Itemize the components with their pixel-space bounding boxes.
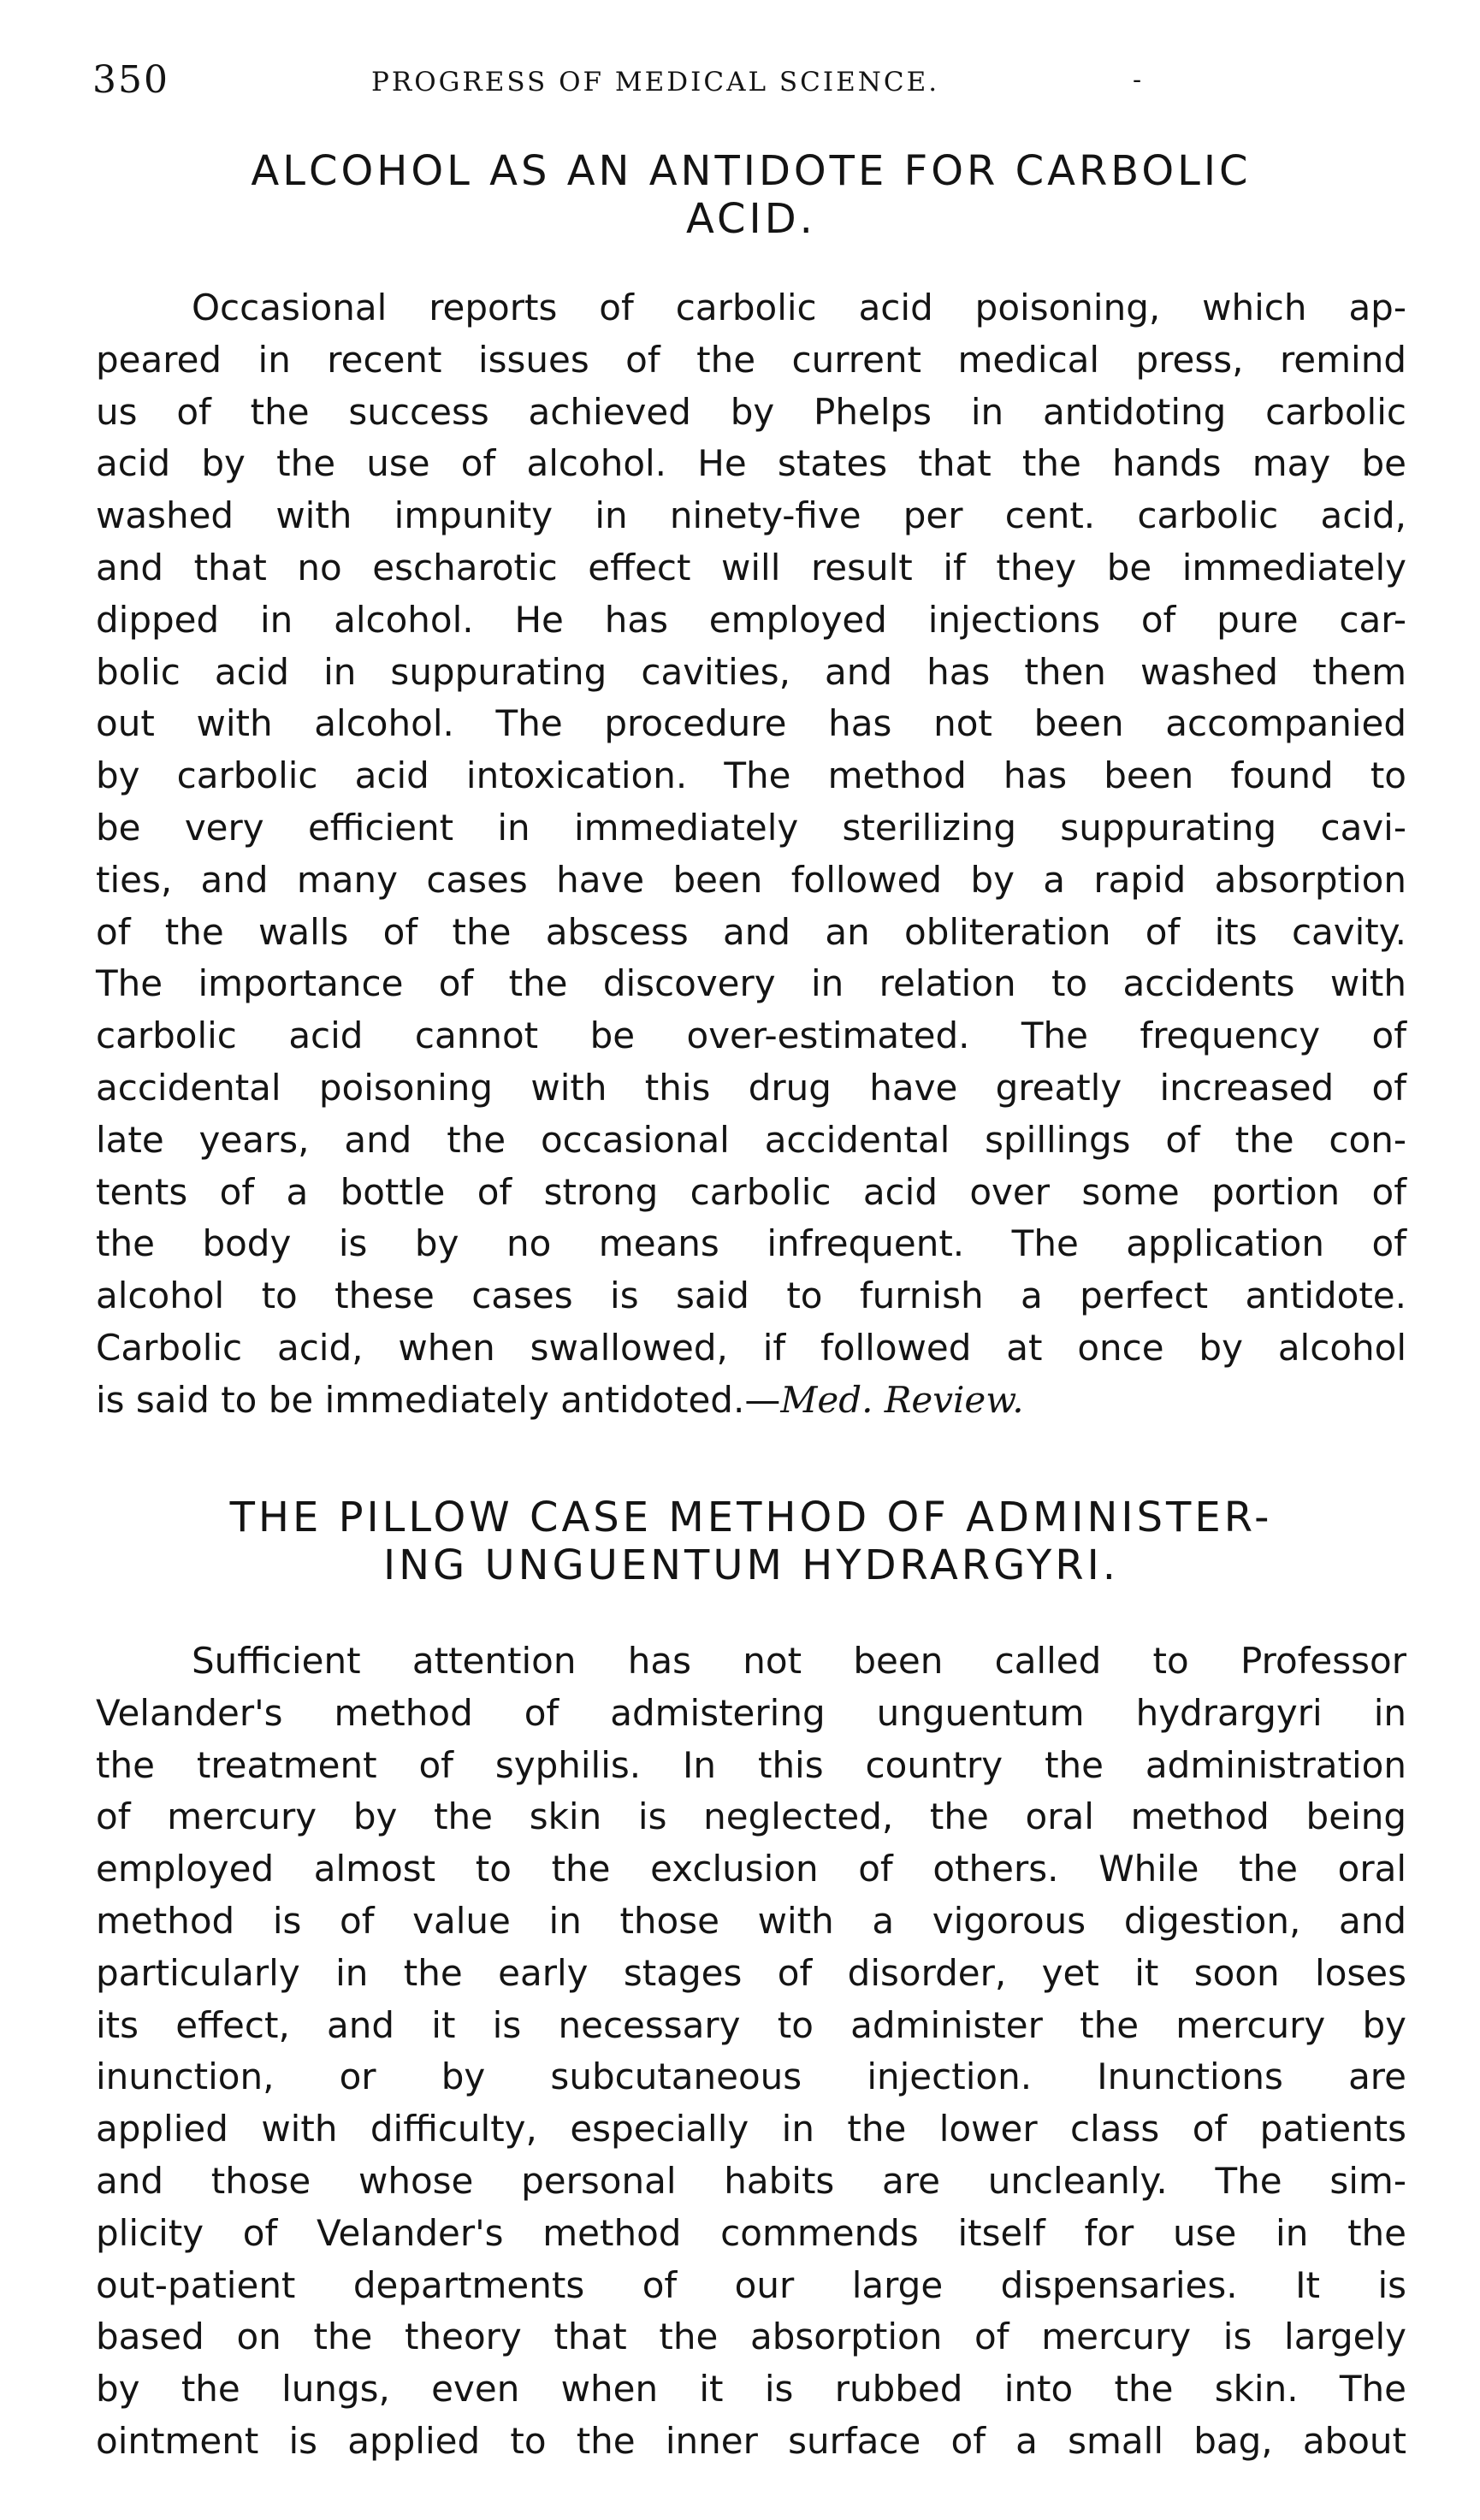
article-1-last-line (96, 1375, 1406, 1427)
article-2-title-line-1: THE PILLOW CASE METHOD OF ADMINISTER- (229, 1494, 1273, 1541)
article-1-line: carbolic acid cannot be over-estimated. The frequency of (96, 1015, 1406, 1057)
article-1-line: ties, and many cases have been followed by a rapid absorption (96, 858, 1406, 901)
article-1-line: Occasional reports of carbolic acid poisoning, which ap- (192, 287, 1406, 328)
article-2-title-line-2: ING UNGUENTUM HYDRARGYRI. (382, 1541, 1120, 1589)
article-1-line-text: is said to be immediately antidoted.— (96, 1378, 781, 1421)
article-1-line: and that no escharotic effect will result if they be immediately (96, 546, 1406, 589)
article-1-source: Med. Review. (780, 1378, 1024, 1421)
article-1-line: by carbolic acid intoxication. The method has been found to (96, 754, 1406, 797)
article-2-line: out-patient departments of our large dispensaries. It is (96, 2263, 1406, 2306)
article-2-line: by the lungs, even when it is rubbed into the skin. The (96, 2368, 1406, 2411)
article-2-line: Sufficient attention has not been called to Professor (192, 1640, 1406, 1682)
article-1-line: Carbolic acid, when swallowed, if followed at once by alcohol (96, 1326, 1406, 1369)
article-2-line: method is of value in those with a vigorous digestion, and (96, 1899, 1406, 1942)
article-2-line: employed almost to the exclusion of others. While the oral (96, 1848, 1406, 1890)
article-1-line: us of the success achieved by Phelps in antidoting carbolic (96, 390, 1406, 433)
article-2-line: of mercury by the skin is neglected, the oral method being (96, 1795, 1406, 1838)
article-1-title-line-1: ALCOHOL AS AN ANTIDOTE FOR CARBOLIC (251, 147, 1252, 195)
article-1-line: accidental poisoning with this drug have greatly increased of (96, 1066, 1406, 1109)
article-1-line: be very efficient in immediately sterilizing suppurating cavi- (96, 806, 1406, 849)
article-1-title-line-2: ACID. (686, 195, 816, 243)
page-number: 350 (92, 58, 169, 102)
article-1-line: tents of a bottle of strong carbolic acid over some portion of (96, 1170, 1406, 1213)
article-2-title (92, 1494, 1410, 1589)
article-1-line: The importance of the discovery in relation to accidents with (96, 962, 1406, 1005)
article-2-line: inunction, or by subcutaneous injection. Inunctions are (96, 2056, 1406, 2098)
article-2-line: its effect, and it is necessary to administer the mercury by (96, 2003, 1406, 2046)
article-2-line: applied with difficulty, especially in the lower class of patients (96, 2108, 1406, 2150)
running-head (92, 58, 1410, 109)
journal-title: PROGRESS OF MEDICAL SCIENCE. (371, 67, 940, 98)
article-2-line: and those whose personal habits are uncleanly. The sim- (96, 2159, 1406, 2202)
article-2-line: the treatment of syphilis. In this country the administration (96, 1743, 1406, 1786)
article-1-line: alcohol to these cases is said to furnish a perfect antidote. (96, 1275, 1406, 1317)
running-head-mark: - (1133, 65, 1142, 95)
article-1-line: peared in recent issues of the current medical press, remind (96, 338, 1406, 381)
article-1-line: late years, and the occasional accidental spillings of the con- (96, 1118, 1406, 1161)
article-1-line: washed with impunity in ninety-five per cent. carbolic acid, (96, 494, 1406, 537)
article-1-line: the body is by no means infrequent. The application of (96, 1222, 1406, 1265)
article-2-line: plicity of Velander's method commends itself for use in the (96, 2211, 1406, 2254)
article-1-line: of the walls of the abscess and an obliteration of its cavity. (96, 910, 1406, 953)
article-1-line: bolic acid in suppurating cavities, and has then washed them (96, 650, 1406, 693)
article-2-line: based on the theory that the absorption of mercury is largely (96, 2316, 1406, 2358)
article-1-line: acid by the use of alcohol. He states that the hands may be (96, 442, 1406, 485)
article-1-line: out with alcohol. The procedure has not been accompanied (96, 702, 1406, 745)
article-1-body (96, 282, 1406, 1427)
article-2-line: Velander's method of admistering unguentum hydrargyri in (96, 1691, 1406, 1734)
article-1-title (92, 147, 1410, 243)
article-1-line: dipped in alcohol. He has employed injections of pure car- (96, 598, 1406, 641)
article-2-line: ointment is applied to the inner surface of a small bag, about (96, 2419, 1406, 2462)
article-2-body (96, 1636, 1406, 2468)
article-2-line: particularly in the early stages of disorder, yet it soon loses (96, 1951, 1406, 1994)
